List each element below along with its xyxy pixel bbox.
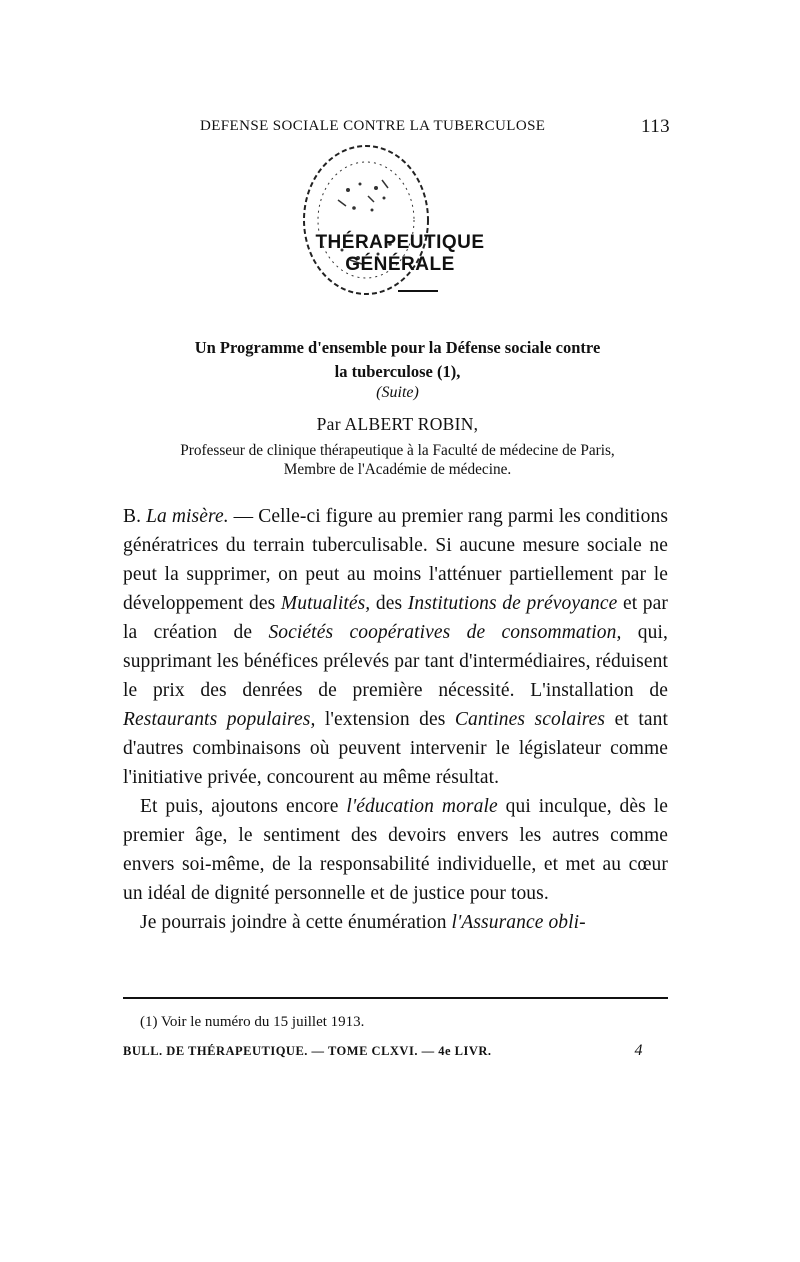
article-title-line-2: la tuberculose (1), [334, 362, 461, 381]
signature-number: 4 [634, 1042, 643, 1059]
paragraph-misere: B. La misère. — Celle-ci figure au premier rang parmi les conditions génératrices du terrain tuberculisable. Si aucune mesure sociale ne peut la supprimer, on peut au moins l'atténuer partiellement par le développement des Mutualités, des Institutions de prévoyance et par la création de Sociétés coopératives de consommation, qui, supprimant les bénéfices prélevés par tant d'intermédiaires, réduisent le prix des denrées de première nécessité. L'installation de Restaurants populaires, l'extension des Cantines scolaires et tant d'autres combinaisons où peuvent intervenir le législateur comme l'initiative privée, concourent au même résultat. [123, 506, 669, 788]
title-rule [398, 290, 438, 292]
paragraph-education-morale: Et puis, ajoutons encore l'éducation morale qui inculque, dès le premier âge, le sentiment des devoirs envers les autres comme envers soi-même, de la responsabilité individuelle, et met au cœur un idéal de dignité personnelle et de justice pour tous. [123, 796, 669, 904]
article-author: Par ALBERT ROBIN, [316, 414, 479, 434]
affiliation-line-2: Membre de l'Académie de médecine. [283, 461, 512, 478]
article-title-line-1: Un Programme d'ensemble pour la Défense sociale contre [194, 338, 601, 357]
affiliation-line-1: Professeur de clinique thérapeutique à la Faculté de médecine de Paris, [180, 442, 615, 459]
running-title: DEFENSE SOCIALE CONTRE LA TUBERCULOSE [200, 118, 546, 134]
library-stamp-icon [298, 140, 434, 300]
bulletin-reference: BULL. DE THÉRAPEUTIQUE. — TOME CLXVI. — 4e LIVR. [123, 1044, 492, 1058]
footnote: (1) Voir le numéro du 15 juillet 1913. [140, 1014, 365, 1030]
article-suite: (Suite) [376, 384, 419, 401]
signature-line [123, 1044, 668, 1059]
author-affiliation [110, 441, 685, 479]
article-title [120, 336, 675, 384]
body-text [123, 502, 668, 937]
page-number: 113 [641, 116, 670, 137]
footnote-rule [123, 997, 668, 999]
section-title: THÉRAPEUTIQUE GÉNÉRALE [315, 232, 485, 275]
paragraph-assurance: Je pourrais joindre à cette énumération l'Assurance obli- [140, 912, 586, 933]
